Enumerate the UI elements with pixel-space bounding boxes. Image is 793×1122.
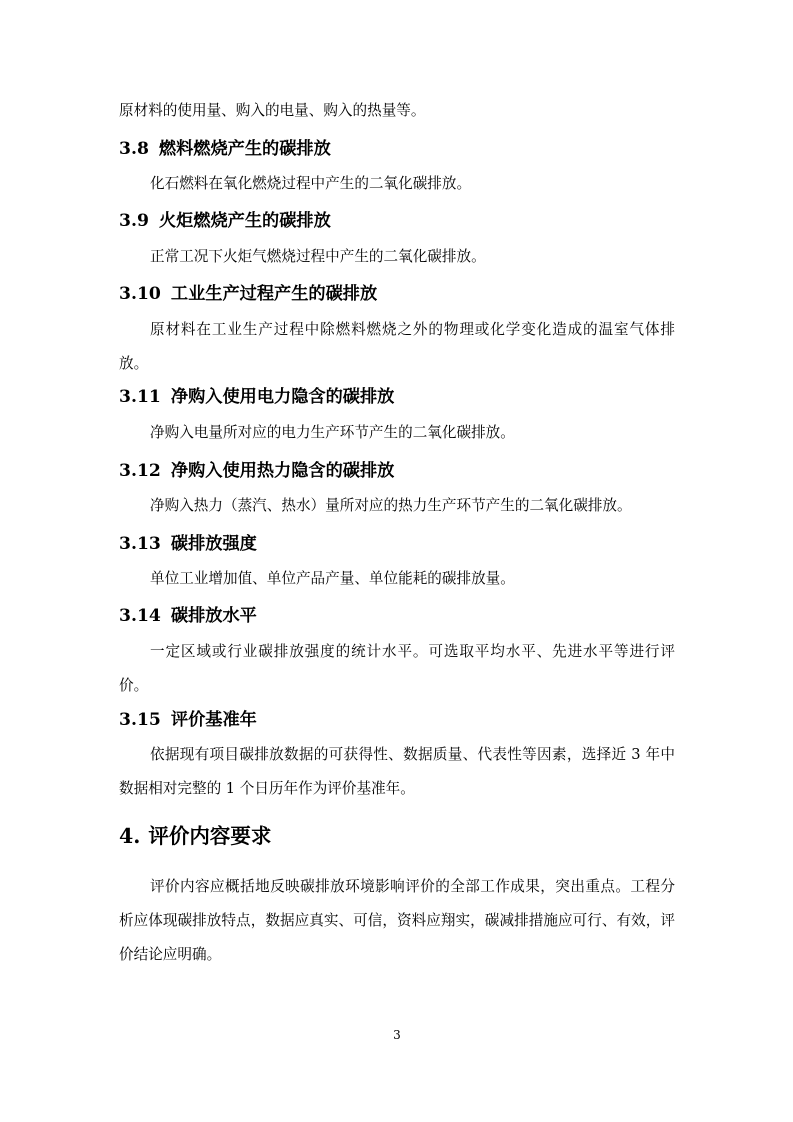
page-number: 3 xyxy=(393,1028,401,1042)
paragraph-chapter-4: 评价内容应概括地反映碳排放环境影响评价的全部工作成果，突出重点。工程分析应体现碳排放特点，数据应真实、可信，资料应翔实，碳减排措施应可行、有效，评价结论应明确。 xyxy=(119,878,675,963)
chapter-number: 4. xyxy=(119,824,141,848)
chapter-title: 评价内容要求 xyxy=(148,824,272,848)
heading-title: 净购入使用电力隐含的碳排放 xyxy=(170,387,395,407)
heading-number: 3.11 xyxy=(119,387,161,407)
paragraph-3-13: 单位工业增加值、单位产品产量、单位能耗的碳排放量。 xyxy=(150,570,515,587)
heading-title: 碳排放强度 xyxy=(170,534,257,554)
paragraph-3-8: 化石燃料在氧化燃烧过程中产生的二氧化碳排放。 xyxy=(150,175,472,192)
paragraph-3-12: 净购入热力（蒸汽、热水）量所对应的热力生产环节产生的二氧化碳排放。 xyxy=(150,497,632,514)
heading-3-10 xyxy=(119,281,675,307)
paragraph-3-9: 正常工况下火炬气燃烧过程中产生的二氧化碳排放。 xyxy=(150,248,486,265)
paragraph-3-15: 依据现有项目碳排放数据的可获得性、数据质量、代表性等因素，选择近 3 年中数据相对完整的 1 个日历年作为评价基准年。 xyxy=(119,746,675,797)
heading-title: 火炬燃烧产生的碳排放 xyxy=(158,211,331,231)
heading-number: 3.12 xyxy=(119,461,161,481)
heading-number: 3.9 xyxy=(119,211,149,231)
chapter-heading-4 xyxy=(119,821,675,851)
heading-3-11 xyxy=(119,384,675,410)
heading-3-8 xyxy=(119,136,675,162)
paragraph-3-14: 一定区域或行业碳排放强度的统计水平。可选取平均水平、先进水平等进行评价。 xyxy=(119,643,675,694)
heading-3-14 xyxy=(119,603,675,629)
heading-number: 3.14 xyxy=(119,606,161,626)
heading-3-12 xyxy=(119,458,675,484)
heading-number: 3.10 xyxy=(119,284,161,304)
heading-number: 3.13 xyxy=(119,534,161,554)
paragraph-intro-tail: 原材料的使用量、购入的电量、购入的热量等。 xyxy=(119,102,426,119)
heading-title: 工业生产过程产生的碳排放 xyxy=(170,284,378,304)
heading-3-15 xyxy=(119,707,675,733)
heading-3-9 xyxy=(119,208,675,234)
heading-title: 评价基准年 xyxy=(170,710,257,730)
heading-title: 燃料燃烧产生的碳排放 xyxy=(158,139,331,159)
heading-number: 3.15 xyxy=(119,710,161,730)
heading-title: 净购入使用热力隐含的碳排放 xyxy=(170,461,395,481)
paragraph-3-10: 原材料在工业生产过程中除燃料燃烧之外的物理或化学变化造成的温室气体排放。 xyxy=(119,321,675,372)
paragraph-3-11: 净购入电量所对应的电力生产环节产生的二氧化碳排放。 xyxy=(150,424,515,441)
heading-title: 碳排放水平 xyxy=(170,606,257,626)
heading-3-13 xyxy=(119,531,675,557)
heading-number: 3.8 xyxy=(119,139,149,159)
